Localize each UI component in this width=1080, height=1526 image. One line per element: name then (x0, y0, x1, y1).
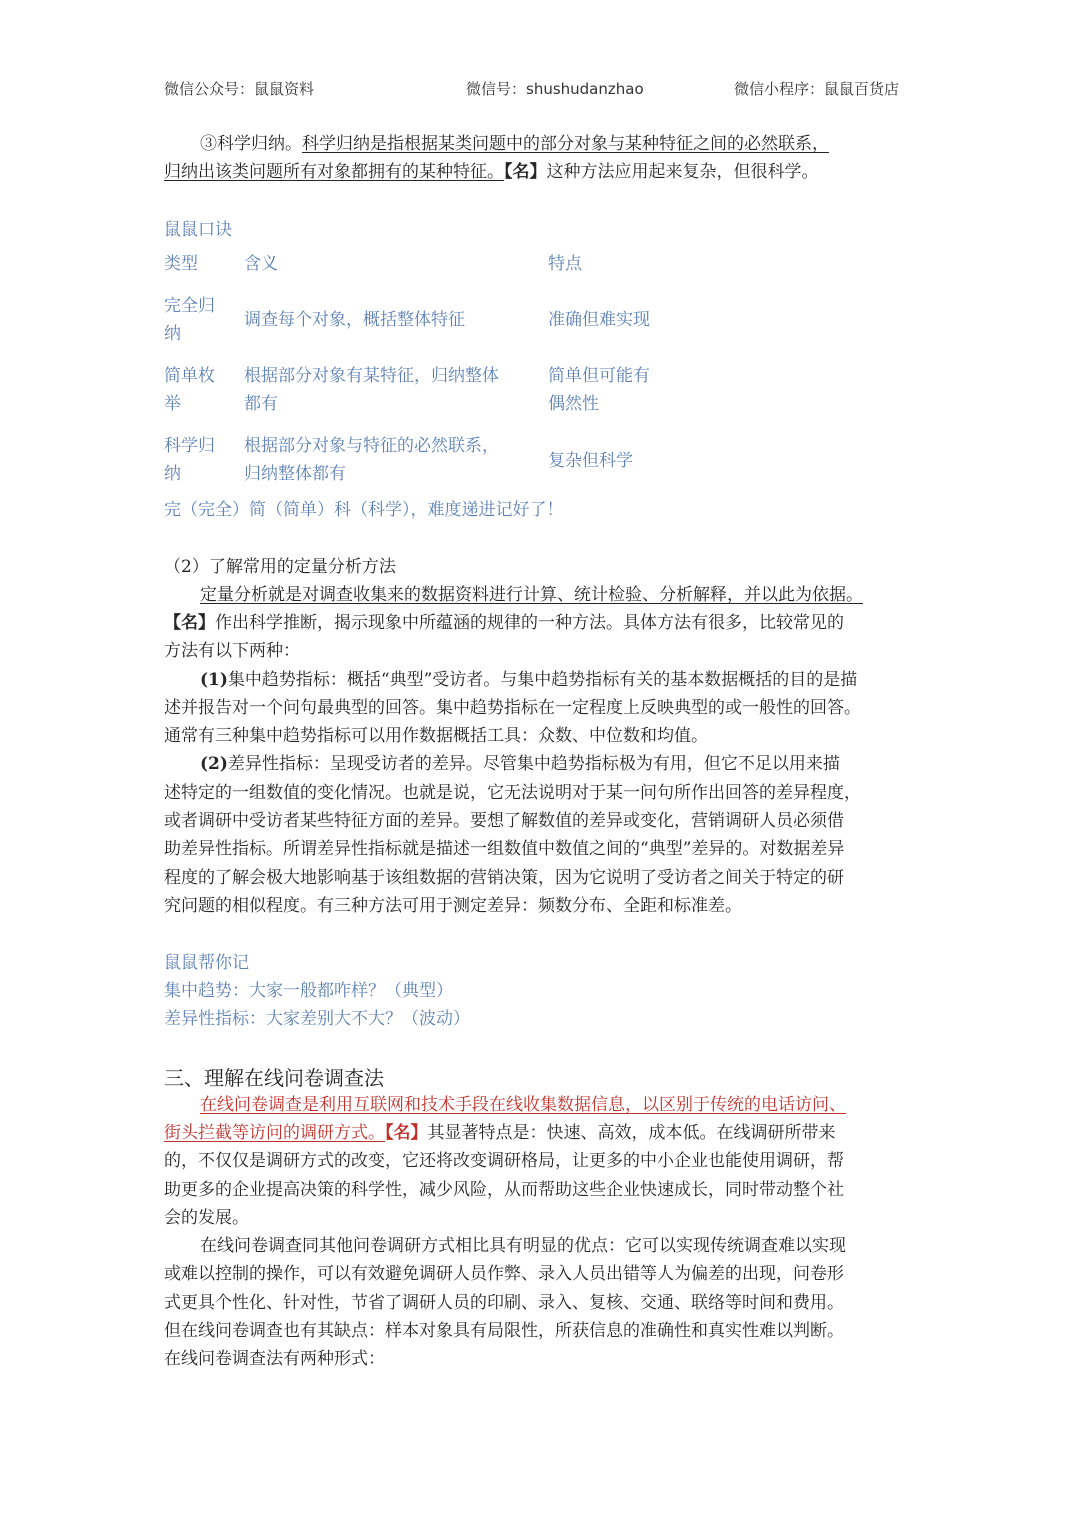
table-row3-meaning: 根据部分对象与特征的必然联系， 归纳整体都有 (244, 436, 499, 484)
table-row1-meaning: 调查每个对象，概括整体特征 (244, 310, 465, 330)
section3-line1: 在线问卷调查是利用互联网和技术手段在线收集数据信息，以区别于传统的电话访问、 (200, 1095, 846, 1115)
para1-line1 (200, 132, 829, 156)
quant-p2-line1: (2)差异性指标：呈现受访者的差异。尽管集中趋势指标极为有用，但它不足以用来描 (200, 754, 840, 774)
para1-tag: 【名】 (504, 162, 547, 182)
quant-line3: 方法有以下两种： (164, 641, 300, 661)
table-row2-feature: 简单但可能有 偶然性 (548, 366, 650, 414)
mnemonic-summary: 完（完全）简（简单）科（科学），难度递进记好了！ (164, 500, 564, 520)
section3-p2-line2: 或难以控制的操作，可以有效避免调研人员作弊、录入人员出错等人为偏差的出现，问卷形 (164, 1264, 844, 1284)
para1-line2 (164, 160, 819, 184)
header-left: 微信公众号：鼠鼠资料 (164, 80, 315, 98)
quant-p2-line4: 助差异性指标。所谓差异性指标就是描述一组数值中数值之间的“典型”差异的。对数据差异 (164, 839, 845, 859)
section3-line4: 助更多的企业提高决策的科学性，减少风险，从而帮助这些企业快速成长，同时带动整个社 (164, 1180, 844, 1200)
quant-p2-line2: 述特定的一组数值的变化情况。也就是说，它无法说明对于某一问句所作出回答的差异程度， (164, 783, 861, 803)
quant-p2-line3: 或者调研中受访者某些特征方面的差异。要想了解数值的差异或变化，营销调研人员必须借 (164, 811, 844, 831)
table-row2-meaning: 根据部分对象有某特征，归纳整体 都有 (244, 366, 499, 414)
quant-title: （2）了解常用的定量分析方法 (164, 557, 396, 577)
table-header-type: 类型 (164, 254, 198, 274)
section3-p2-line4: 但在线问卷调查也有其缺点：样本对象具有局限性，所获信息的准确性和真实性难以判断。 (164, 1321, 844, 1341)
section3-p2-line5: 在线问卷调查法有两种形式： (164, 1349, 385, 1369)
section3-tag: 【名】 (385, 1123, 428, 1143)
memo-line1: 集中趋势：大家一般都咋样？（典型） (164, 981, 453, 1001)
quant-line2: 【名】作出科学推断，揭示现象中所蕴涵的规律的一种方法。具体方法有很多，比较常见的 (164, 613, 844, 633)
section3-line5: 会的发展。 (164, 1208, 249, 1228)
section3-heading: 三、理解在线问卷调查法 (164, 1066, 384, 1090)
memo-line2: 差异性指标：大家差别大不大？（波动） (164, 1009, 470, 1029)
table-row3-feature: 复杂但科学 (548, 451, 633, 471)
quant-tag: 【名】 (164, 613, 215, 633)
table-row1-type: 完全归 纳 (164, 296, 215, 344)
section3-line3: 的，不仅仅是调研方式的改变，它还将改变调研格局，让更多的中小企业也能使用调研，帮 (164, 1151, 844, 1171)
quant-p2-line6: 究问题的相似程度。有三种方法可用于测定差异：频数分布、全距和标准差。 (164, 896, 742, 916)
quant-p1-line2: 述并报告对一个问句最典型的回答。集中趋势指标在一定程度上反映典型的或一般性的回答。 (164, 698, 861, 718)
section3-line2: 街头拦截等访问的调研方式。【名】其显著特点是：快速、高效，成本低。在线调研所带来 (164, 1123, 836, 1143)
header-right: 微信小程序：鼠鼠百货店 (734, 80, 900, 98)
table-row3-type: 科学归 纳 (164, 436, 215, 484)
table-row2-type: 简单枚 举 (164, 366, 215, 414)
section3-p2-line1: 在线问卷调查同其他问卷调研方式相比具有明显的优点：它可以实现传统调查难以实现 (200, 1236, 846, 1256)
para1-definition-1: 科学归纳是指根据某类问题中的部分对象与某种特征之间的必然联系， (302, 134, 829, 154)
para1-rest: 这种方法应用起来复杂，但很科学。 (546, 162, 819, 182)
table-header-meaning: 含义 (244, 254, 278, 274)
table-row1-feature: 准确但难实现 (548, 310, 650, 330)
header-center: 微信号：shushudanzhao (466, 80, 644, 98)
para1-number: ③科学归纳。 (200, 134, 302, 154)
memo-title: 鼠鼠帮你记 (164, 953, 249, 973)
quant-definition: 定量分析就是对调查收集来的数据资料进行计算、统计检验、分析解释，并以此为依据。 (200, 585, 863, 605)
section3-p2-line3: 式更具个性化、针对性，节省了调研人员的印刷、录入、复核、交通、联络等时间和费用。 (164, 1293, 844, 1313)
para1-definition-2: 归纳出该类问题所有对象都拥有的某种特征。 (164, 162, 504, 182)
mnemonic-title: 鼠鼠口诀 (164, 220, 232, 240)
quant-p1-line3: 通常有三种集中趋势指标可以用作数据概括工具：众数、中位数和均值。 (164, 726, 708, 746)
quant-p2-line5: 程度的了解会极大地影响基于该组数据的营销决策，因为它说明了受访者之间关于特定的研 (164, 868, 844, 888)
quant-p1-line1: (1)集中趋势指标：概括“典型”受访者。与集中趋势指标有关的基本数据概括的目的是描 (200, 670, 858, 690)
table-header-feature: 特点 (548, 254, 582, 274)
